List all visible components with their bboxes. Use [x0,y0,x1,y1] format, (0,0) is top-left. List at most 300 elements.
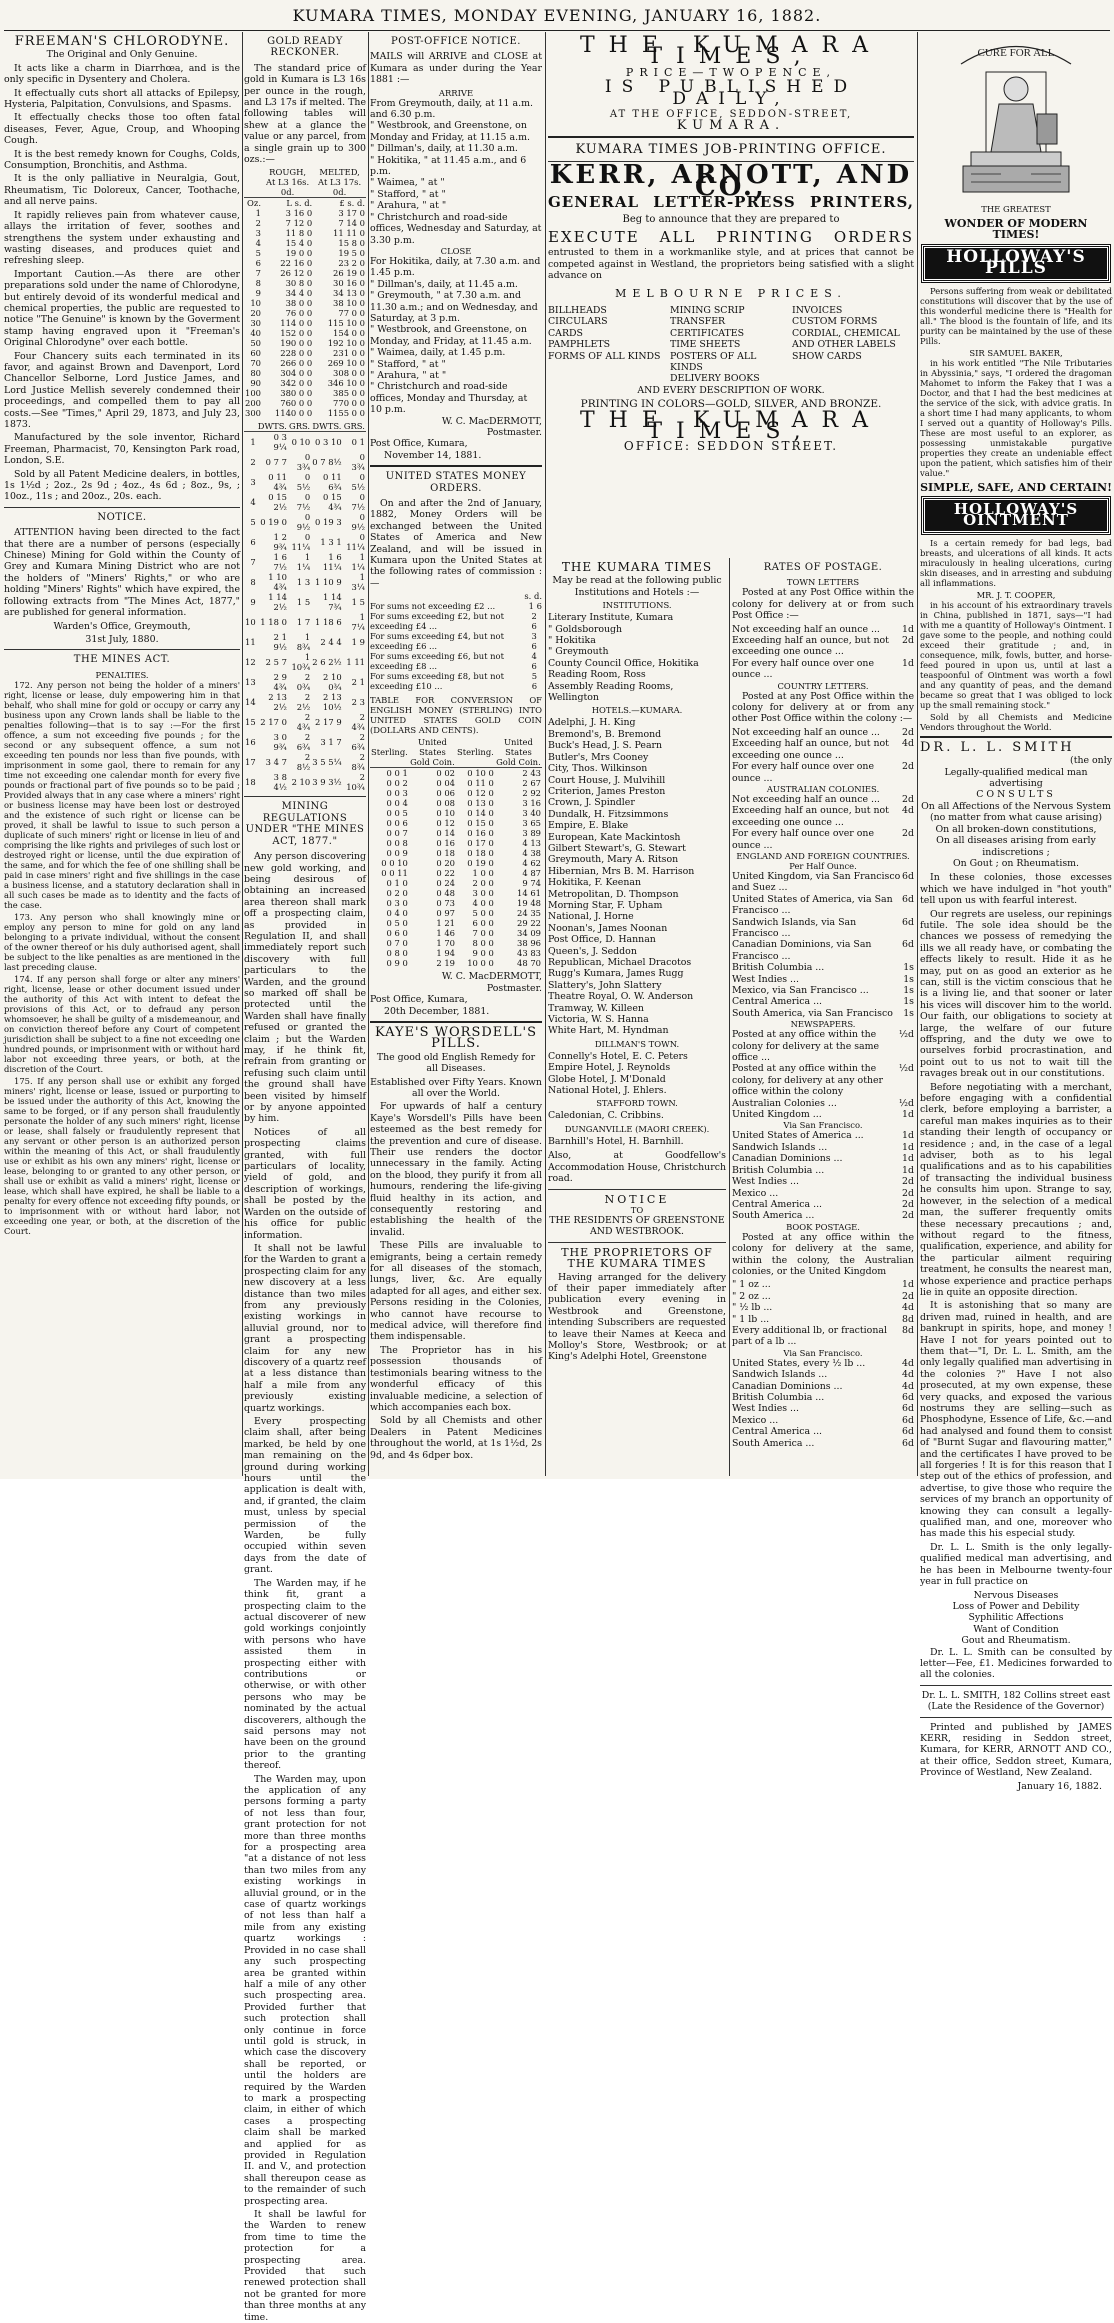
melbourne-prices: MELBOURNE PRICES. [615,286,847,300]
list-item: Court House, J. Mulvihill [548,774,666,786]
close-list [370,256,542,416]
list-item: " Arahura, " at " [370,369,447,381]
conversion-table: Sterling. United States Gold Coin. Sterling. United States Gold Coin. 0 0 1 0 02 0 10 0 2 43 0 0 2 0 04 0 11 0 2 67 0 0 3 0 06 0 12 0 2 92 0 0 4 0 08 0 13 0 3 16 0 0 5 0 10 0 14 0 3 40 0 0 6 0 12 0 15 0 3 65 0 0 7 0 14 0 16 0 3 89 0 0 8 0 16 0 17 0 4 13 0 0 9 0 18 0 18 0 4 38 0 0 10 0 20 0 19 0 4 62 0 0 11 0 22 1 0 0 4 87 0 1 0 0 24 2 0 0 9 74 0 2 0 0 48 3 0 0 14 61 0 3 0 0 73 4 0 0 19 48 0 4 0 0 97 5 0 0 24 35 0 5 0 1 21 6 0 0 29 22 0 6 0 1 46 7 0 0 34 09 0 7 0 1 70 8 0 0 38 96 0 8 0 1 94 9 0 0 43 83 0 9 0 2 19 10 0 0 48 70 [371,737,541,969]
letter-text: Dr. L. L. Smith can be consulted by letter—Fee, £1. Medicines forwarded to all the colonies. [920,1646,1112,1681]
via-heading: Via San Francisco. [783,1120,863,1131]
table-row: 5 0 19 0 0 9½ 0 19 3 0 9½ [250,512,365,533]
list-item: City, Thos. Wilkinson [548,763,648,775]
rough-head: ROUGH, At L3 16s. 0d. [262,167,313,198]
table-row: 20 76 0 0 77 0 0 [250,308,365,319]
table-row: 14 2 13 2½ 2 2½ 2 13 10½ 2 3 [245,692,365,713]
column-divider [917,32,918,1476]
table-row: 0 0 6 0 12 0 15 0 3 65 [386,818,541,829]
country-rates [732,727,914,784]
smith-only: (the only [1070,755,1112,767]
svg-text:CURE FOR ALL: CURE FOR ALL [977,47,1055,59]
divider [244,796,366,797]
list-item: Adelphi, J. H. King [548,717,636,729]
rate-row: Canadian Dominions ... 1d [732,1153,914,1165]
rate-row: Canadian Dominions, via San Francisco ... 6d [732,939,914,962]
book-rates [732,1279,914,1325]
table-row: 40 152 0 0 154 0 0 [250,328,365,339]
to-line: TO [630,1204,644,1215]
mines-act-body [4,680,240,1236]
list-item: AND OTHER LABELS [792,339,896,351]
table-row: 8 1 10 4¾ 1 3 1 10 9 1 3¼ [250,572,365,593]
mines-act-title: THE MINES ACT. [73,654,171,666]
institutions-list [548,612,726,703]
column-divider [729,558,730,1476]
oz-table: ROUGH, At L3 16s. 0d. MELTED, At L3 17s. 0d. Oz. L s. d. £ s. d. 1 3 16 0 3 17 0 2 7 12 0 7 14 0 3 11 8 0 11 11 0 4 15 4 0 15 8 0 5 19 0 0 19 5 0 6 22 16 0 23 2 0 7 26 12 0 26 19 0 8 30 8 0 30 16 0 9 34 4 0 34 13 0 10 38 0 0 38 10 0 20 76 0 0 77 0 0 30 114 0 0 115 10 0 40 152 0 0 154 0 0 50 190 0 0 192 10 0 60 228 0 0 231 0 0 70 266 0 0 269 10 0 80 304 0 0 308 0 0 90 342 0 0 346 10 0 100 380 0 0 385 0 0 200 760 0 0 770 0 0 300 1140 0 0 1155 0 0 [245,167,365,419]
town-rates [732,624,914,681]
paragraph: Our regrets are useless, our repinings futile. The sole idea should be the chances we possess of remedying the ills we all ready have, or combating the effects likely to result. Hide it as he may, put on as good an exterior as he can, still is the victim conscious that he is a living lie, and that sooner or later his vices will discover him to the world. Our faith, our obligations to society at large, the welfare of our future offspring, and the duty we owe to ourselves forbid procrastination, and point out to us not to wait till the ravages break out in our constitutions. [920,908,1112,1080]
paragraph: It effectually cuts short all attacks of Epilepsy, Hysteria, Palpitation, Convulsions, and Spasms. [4,87,240,111]
list-item: BILLHEADS [548,304,607,316]
rate-row: South America ... 2d [732,1210,914,1222]
column-6: RATES OF POSTAGE. TOWN LETTERS Posted at any Post Office within the colony for delivery at or from such Post Office :— Not exceeding half an ounce ... 1d Exceeding half an ounce, but not exceeding one ounce ... 2d For every half ounce over one ounce ... 1d COUNTRY LETTERS. Posted at any Post Office within the colony for delivery at or from any other Post Office within the colony :— Not exceeding half an ounce ... 2d Exceeding half an ounce, but not exceeding one ounce ... 4d For every half ounce over one ounce ... 2d AUSTRALIAN COLONIES. Not exceeding half an ounce ... 2d Exceeding half an ounce, but not exceeding one ounce ... 4d For every half ounce over one ounce ... 2d ENGLAND AND FOREIGN COUNTRIES. Per Half Ounce. United Kingdom, via San Francisco and Suez ... 6d United States of America, via San Francisco ... 6d Sandwich Islands, via San Francisco ... 6d Canadian Dominions, via San Francisco ... 6d British Columbia ... 1s West Indies ... 1s Mexico, via San Francisco ... 1s Central America ... 1s South America, via San Francisco 1s NEWSPAPERS. Posted at any office within the colony for delivery at the same office ... ½d Posted at any office within the colony, for delivery at any other office within the colony ½d Australian Colonies ... ½d United Kingdom ... 1d Via San Francisco. United States of America ... 1d Sandwich Islands ... 1d Canadian Dominions ... 1d British Columbia ... 1d West Indies ... 2d Mexico ... 2d Central America ... 2d South America ... 2d BOOK POSTAGE. Posted at any office within the colony for delivery at the same, within the colony, the Australian colonies, or the United Kingdom " 1 oz ... 1d " 2 oz ... 2d " ½ lb ... 4d " 1 lb ... 8d Every additional lb, or fractional part of a lb ... 8d Via San Francisco. United States, every ½ lb ... 4d Sandwich Islands ... 4d Canadian Dominions ... 4d British Columbia ... 6d West Indies ... 6d Mexico ... 6d Central America ... 6d South America ... 6d [732,562,914,1449]
rate-row: " 2 oz ... 2d [732,1290,914,1302]
list-item: MINING SCRIP [670,304,745,316]
kaye-established: Established over Fifty Years. Known all over the World. [370,1076,542,1099]
list-item: National, J. Horne [548,911,634,923]
paragraph: 172. Any person not being the holder of a miners' right, license or lease, duly empowering him in that behalf, who shall mine for gold or occupy or carry any business upon any Crown lands shall be liable to the penalties following—that is to say :—For the first offence, a sum not exceeding five pounds ; for the second or any subsequent offence, a sum not exceeding ten pounds nor less than five pounds, with imprisonment in some gaol, there to remain for any time not exceeding one calendar month for every five pounds or fractional part of five pounds so to be paid ; Provided always that in any case where a miners' right or business license may have been lost or destroyed and the existence of such right or license can be proved, it shall be lawful to issue to such person a duplicate of such miners' right or license in lieu of and comprising the like rights and privileges of such lost or destroyed right or license, until the due expiration of the same, and for which the fee of one shilling shall be paid in case miners' right and five shillings in the case a business license, and a statutory declaration shall in all such cases be made as to identity and the facts of the case. [4,679,240,910]
list-item: POSTERS OF ALL KINDS [670,350,757,373]
nervous-line: Nervous Diseases [973,1589,1059,1601]
list-item: Reading Room, Ross [548,669,646,681]
table-row: 0 0 5 0 10 0 14 0 3 40 [386,808,541,819]
paragraph: Sold by all Patent Medicine dealers, in bottles, 1s 1½d ; 2oz., 2s 9d ; 4oz., 4s 6d ; 8oz., 9s, ; 10oz., 11s ; and 20oz., 20s. each. [4,468,240,503]
list-item: PAMPHLETS [548,339,611,351]
rate-row: For every half ounce over one ounce ... 1d [732,657,914,681]
on-all: On all Affections of the Nervous System (no matter from what cause arising) [921,800,1111,824]
postage-title: RATES OF POSTAGE. [763,562,883,573]
paragraph: Every prospecting claim shall, after being marked, be held by one man remaining on the ground during working hours until the application is dealt with, and, if granted, the claim must, unless by special permission of the Warden, be fully occupied within seven days from the date of grant. [244,1416,366,1576]
post-office-title: POST-OFFICE NOTICE. [391,36,521,47]
imprint-date: January 16, 1882. [1017,1780,1102,1792]
rate-row: Central America ... 6d [732,1426,914,1438]
list-item: " Arahura, " at " [370,200,447,212]
table-row: 0 0 2 0 04 0 11 0 2 67 [386,778,541,789]
list-item: Tramway, W. Killeen [548,1002,644,1014]
pills-text: Persons suffering from weak or debilitated constitutions will discover that by the use of this wonderful medicine there is "Health for all." The blood is the fountain of life, and its purity can be maintained by the use of these Pills. [920,285,1112,346]
list-item: CORDIAL, CHEMICAL [792,327,900,339]
book-heading: BOOK POSTAGE. [786,1221,860,1232]
table-row: 70 266 0 0 269 10 0 [250,358,365,369]
table-row: 90 342 0 0 346 10 0 [250,378,365,389]
list-item: Empire Hotel, J. Reynolds [548,1062,671,1074]
table-row: 80 304 0 0 308 0 0 [250,368,365,379]
table-row: 0 1 0 0 24 2 0 0 9 74 [386,878,541,889]
list-item: DELIVERY BOOKS [670,373,760,385]
proprietors-title: THE PROPRIETORS OF THE KUMARA TIMES [561,1245,713,1271]
paragraph: It effectually checks those too often fatal diseases, Fever, Ague, Croup, and Whooping Cough. [4,112,240,147]
times-heading-2: THE KUMARA TIMES, [580,407,882,444]
paragraph: It is the only palliative in Neuralgia, Gout, Rheumatism, Tic Doloreux, Cancer, Toothache, and all nerve pains. [4,173,240,208]
list-item: " Greymouth, " at 7.30 a.m. and 11.30 a.m.; and on Wednesday, and Saturday, at 3 p.m. [370,290,538,324]
paragraph: It shall be lawful for the Warden to renew from time to time the protection for a prospecting area. Provided that such renewed protection shall not be granted for more than three months at any time. [244,2209,366,2323]
news-rates [732,1098,914,1121]
kerr-arnott-heading: KERR, ARNOTT, AND CO., [549,160,913,202]
aus-rates [732,794,914,851]
rate-row: United Kingdom ... 1d [732,1109,914,1121]
paragraph: For upwards of half a century Kaye's Worsdell's Pills have been esteemed as the best remedy for the prevention and cure of disease. Their use renders the doctor unnecessary in the family. Acting on the blood, they purify it from all humours, rendering the life-giving fluid healthy in its action, and consequently restoring and establishing the health of the invalid. [370,1101,542,1238]
list-item: " Stafford, " at " [370,358,446,370]
list-item: Caledonian, C. Cribbins. [548,1110,664,1122]
table-row: 17 3 4 7 2 8½ 3 5 5¼ 2 8¾ [245,752,365,773]
table-row: 7 1 6 7½ 1 1¼ 1 6 11¼ 1 1¼ [250,552,365,573]
table-row: 0 0 9 0 18 0 18 0 4 38 [386,848,541,859]
list-item: Hokitika, F. Keenan [548,877,642,889]
list-item: Bremond's, B. Bremond [548,728,662,740]
column-7 [920,34,1112,1792]
table-row: 0 0 11 0 22 1 0 0 4 87 [381,868,541,879]
want-line: Want of Condition [973,1623,1059,1635]
table-row: 1 0 3 9¼ 0 10 0 3 10 0 1 [250,432,365,453]
on-broken: On all broken-down constitutions, [935,823,1097,835]
rate-row: United States, every ½ lb ... 4d [732,1357,914,1369]
cooper-heading: MR. J. T. COOPER, [976,589,1056,600]
paragraph: ATTENTION having been directed to the fact that there are a number of persons (especially Chinese) Mining for Gold within the County of Grey and Kumara Mining District who are not the holders of "Miners' Rights," or who are holding "Miners' Rights" which have expired, the following extracts from "The Mines Act, 1877," are published for general information. [4,527,240,619]
rate-row: United States of America ... 1d [732,1130,914,1142]
cure-for-all-emblem-icon [941,34,1091,204]
paragraph: It shall not be lawful for the Warden to grant a prospecting claim for any new discovery at a less distance than two miles from any previously existing workings in alluvial ground, nor to grant a prospecting claim for any new discovery of a quartz reef at a less distance than half a mile from any previously existing quartz workings. [244,1242,366,1414]
list-item: Rugg's Kumara, James Rugg [548,968,684,980]
eng-heading: ENGLAND AND FOREIGN COUNTRIES. Per Half Ounce. [736,850,910,871]
list-item: Criterion, James Preston [548,785,666,797]
rate-row: For sums not exceeding £2 ... 1 6 [370,601,542,612]
rate-row: British Columbia ... 1s [732,962,914,974]
rate-row: Mexico ... 6d [732,1414,914,1426]
list-item: " Goldsborough [548,623,623,635]
column-1 [4,34,240,1474]
imprint-text: Printed and published by JAMES KERR, residing in Seddon street, Kumara, for KERR, ARNOTT AND CO., at their office, Seddon street, Kumara, Province of Westland, New Zealand. [920,1721,1112,1779]
post-office-place: Post Office, Kumara, [370,438,468,450]
sd-head: s. d. [524,591,542,602]
list-item: Empire, E. Blake [548,820,629,832]
postmaster-role: Postmaster. [486,427,542,438]
rate-row: Canadian Dominions ... 4d [732,1380,914,1392]
rate-row: For sums exceeding £2, but not exceeding £4 ... 2 6 [370,611,537,632]
hotels-list [548,717,726,1036]
rate-row: United States of America, via San Francisco ... 6d [732,893,914,917]
stafford-heading: STAFFORD TOWN. [596,1098,678,1109]
paragraph: It is astonishing that so many are driven mad, ruined in health, and are bankrupt in spirits, hope, and money ! Have I not for years pointed out to them that—"I, Dr. L. L. Smith, am the only legally qualified man advertising in the colonies ?" Have I not also prosecuted, at my own expense, these very quacks, and exposed the various nostrums they are selling—such as Phosphodyne, Essence of Life, &c.—and had analysed and found them to consist of "Burnt Sugar and flavouring matter," and the certificates I have proved to be all forgeries ! It is for this reason that I step out of the ethics of profession, and advertise, to give those who require the services of my branch an opportunity of knowing they can consult a legally-qualified man, and one, moreover who has made this his especial study. [920,1300,1112,1540]
notice-body [4,527,240,618]
list-item: SHOW CARDS [792,350,862,362]
rate-row: Not exceeding half an ounce ... 1d [732,623,914,635]
notice-date: 31st July, 1880. [85,633,159,645]
list-item: " Hokitika [548,635,596,647]
ointment-text: Is a certain remedy for bad legs, bad breasts, and ulcerations of all kinds. It acts miraculously in healing ulcerations, curing skin diseases, and in arresting and subduing all inflammations. [920,537,1112,588]
column-divider [242,32,243,1476]
rate-row: United Kingdom, via San Francisco and Suez ... 6d [732,870,914,894]
paragraph: The Proprietor has in his possession thousands of testimonials bearing witness to the wonderful efficacy of this invaluable medicine, a selection of which accompanies each box. [370,1344,542,1413]
column-5 [548,560,726,1475]
list-item: Hibernian, Mrs B. M. Harrison [548,865,695,877]
list-item: From Greymouth, daily, at 11 a.m. and 6.30 p.m. [370,97,533,121]
list-item: Dundalk, H. Fitzsimmons [548,808,669,820]
published-line: IS PUBLISHED DAILY, [604,77,858,109]
town-intro: Posted at any Post Office within the colony for delivery at or from such Post Office :— [732,587,914,622]
list-item: Barnhill's Hotel, H. Barnhill. [548,1135,684,1147]
rate-row: For sums exceeding £4, but not exceeding £6 ... 3 6 [370,631,537,652]
paragraph: It rapidly relieves pain from whatever cause, allays the irritation of fever, soothes and strengthens the system under exhausting and wasting diseases, and produces quiet and refreshing sleep. [4,209,240,267]
office-line: AT THE OFFICE, SEDDON-STREET, [609,109,853,121]
paragraph: These Pills are invaluable to emigrants, being a certain remedy for all diseases of the stomach, lungs, liver, &c. Are equally adapted for all ages, and either sex. Persons residing in the Colonies, who cannot have recourse to medical advice, will therefore find them indispensable. [370,1240,542,1343]
list-item: Butler's, Mrs Cooney [548,751,649,763]
table-row: 1 3 16 0 3 17 0 [255,208,365,219]
table-row: 6 1 2 9¾ 0 11¼ 1 3 1 0 11¼ [250,532,365,553]
arrive-list [370,98,542,246]
list-item: " Westbrook, and Greenstone, on Monday and Friday, at 11.15 a.m. [370,120,530,143]
rate-row: British Columbia ... 6d [732,1392,914,1403]
list-item: Morning Star, F. Upham [548,899,663,911]
column-2 [244,34,366,2323]
list-item: White Hart, M. Hyndman [548,1025,669,1037]
table-row: 30 114 0 0 115 10 0 [250,318,365,329]
read-at-intro: May be read at the following public Institutions and Hotels :— [552,575,722,598]
table-row: 4 0 15 2½ 0 7½ 0 15 4¾ 0 7½ [250,492,365,513]
paragraph: Dr. L. L. Smith is the only legally-qualified medical man advertising, and he has been in Melbourne twenty-four year in full practice on [920,1541,1112,1588]
rate-row: For sums exceeding £8, but not exceeding £10 ... 5 6 [370,671,538,692]
table-row: 2 0 7 7 0 3¾ 0 7 8½ 0 3¾ [250,452,365,473]
paragraph: The Warden may, if he think fit, grant a prospecting claim to the actual discoverer of new gold workings conjointly with persons who have assisted them in prospecting either with contributions or otherwise, or with other persons who may be nominated by the actual discoverers, although the said persons may not have been on the ground prior to the granting thereof. [244,1577,366,1772]
holloway-pills-banner: HOLLOWAY'S PILLS [922,245,1110,282]
dillman-heading: DILLMAN'S TOWN. [594,1038,680,1049]
paragraph: 173. Any person who shall knowingly mine or employ any person to mine for gold on any land belonging to a private individual, without the consent of the owner thereof or his duly authorised agent, shall be subject to the like penalties as are mentioned in the last preceding clause. [4,911,240,972]
rate-row: South America ... 6d [732,1437,914,1449]
list-item: TRANSFER CERTIFICATES [670,316,745,339]
aus-heading: AUSTRALIAN COLONIES. [766,783,880,794]
paragraph: 174. If any person shall forge or alter any miners' right, license, lease or other document issued under the authority of this Act with intent to defeat the provisions of this Act, or to defraud any person whomsoever, he shall be guilty of a misdemeanour, and on conviction thereof before any Court of competent jurisdiction shall be subject to a fine not exceeding one hundred pounds, or imprisonment with or without hard labor not exceeding three years, or both, at the discretion of the Court. [4,973,240,1074]
proprietors-text: Having arranged for the delivery of their paper immediately after publication every evening in Westbrook and Greenstone, intending Subscribers are requested to leave their Names at Keeca and Molloy's Store, Westbrook; or at King's Adelphi Hotel, Greenstone [548,1271,726,1363]
table-row: 0 3 0 0 73 4 0 0 19 48 [386,898,541,909]
mining-regs-title: MINING REGULATIONS UNDER "THE MINES ACT, 1877." [245,801,365,847]
residents-notice: NOTICE [604,1192,670,1206]
via-rates [732,1130,914,1221]
list-item: Post Office, D. Hannan [548,934,656,946]
list-item: " Dillman's, daily, at 11.30 a.m. [370,143,518,155]
hotels-heading: HOTELS.—KUMARA. [591,705,683,716]
paragraph: It is the best remedy known for Coughs, Colds, Consumption, Bronchitis, and Asthma. [4,148,240,172]
dunganville-list [548,1136,726,1147]
list-item: " Stafford, " at " [370,188,446,200]
gout-line: Gout and Rheumatism. [961,1635,1071,1647]
table-row: 50 190 0 0 192 10 0 [250,338,365,349]
also-note: Also, at Goodfellow's Accommodation House, Christchurch road. [548,1150,726,1185]
list-item: CIRCULARS [548,316,608,328]
via2-heading: Via San Francisco. [783,1347,863,1358]
table-row: 300 1140 0 0 1155 0 0 [245,408,365,419]
divider [920,736,1112,738]
list-item: " Waimea, " at " [370,177,445,189]
rate-row: Exceeding half an ounce, but not exceeding one ounce ... 2d [732,635,914,658]
list-item: For Hokitika, daily, at 7.30 a.m. and 1.45 p.m. [370,255,541,279]
list-item: Globe Hotel, J. M'Donald [548,1073,666,1085]
book-intro: Posted at any office within the colony for delivery at the same, within the colony, the Australian colonies, or the United Kingdom [732,1231,914,1277]
list-item: Literary Institute, Kumara [548,612,674,624]
post-office-intro: MAILS will ARRIVE and CLOSE at Kumara as under during the Year 1881 :— [370,51,542,86]
printing-advert [548,33,914,558]
table-row: 0 0 10 0 20 0 19 0 4 62 [381,858,541,869]
table-row: 16 3 0 9¾ 2 6¾ 3 1 7 2 6¾ [245,732,365,753]
rate-row: West Indies ... 2d [732,1176,914,1188]
table-row: 7 26 12 0 26 19 0 [255,268,365,279]
column-divider [368,32,369,1476]
entrusted-text: entrusted to them in a workmanlike style, and at prices that cannot be competed against in Westland, the proprietors being satisfied with a slight advance on [548,247,914,282]
table-row: 0 4 0 0 97 5 0 0 24 35 [386,908,541,919]
table-row: 0 0 1 0 02 0 10 0 2 43 [386,768,541,779]
postmaster-name: W. C. MacDERMOTT, [441,415,542,427]
divider [920,1717,1112,1718]
chlorodyne-title: FREEMAN'S CHLORODYNE. [14,34,230,49]
rate-row: For every half ounce over one ounce ... 2d [732,761,914,784]
baker-text: in his work entitled "The Nile Tributaries in Abyssinia," says, "I ordered the dragoman Mahomet to inform the Fakey that I was a Doctor, and that I had the best medicines at the service of the sick, with advice gratis. In a short time I had many applicants, to whom I served out a quantity of Holloway's Pills. These are most useful to an explorer, as possessing unmistakable purgative properties they create an undeniable effect upon the patient, which satisfies him of their value." [920,357,1112,478]
list-item: " Hokitika, " at 11.45 a.m., and 6 p.m. [370,154,527,178]
table-row: 8 30 8 0 30 16 0 [255,278,365,289]
rate-row: British Columbia ... 1d [732,1164,914,1176]
rate-row: For sums exceeding £6, but not exceeding £8 ... 4 6 [370,651,537,672]
close-heading: CLOSE [440,245,472,256]
execute-line: EXECUTE ALL PRINTING ORDERS [548,227,914,246]
table-row: 0 0 4 0 08 0 13 0 3 16 [386,798,541,809]
list-item: Connelly's Hotel, E. C. Peters [548,1050,688,1062]
table-row: 11 2 1 9½ 1 8¾ 2 4 4 1 9 [245,632,365,653]
country-heading: COUNTRY LETTERS. [777,680,869,691]
divider [548,136,914,138]
column-3 [370,34,542,1474]
every-description: AND EVERY DESCRIPTION OF WORK. [637,384,825,396]
paragraph: Notices of all prospecting claims granted, with full particulars of locality, yield of gold, and description of workings, shall be posted by the Warden on the outside of his office for public information. [244,1126,366,1241]
rate-row: Exceeding half an ounce, but not exceeding one ounce ... 4d [732,738,914,761]
list-item: FORMS OF ALL KINDS [548,350,661,362]
table-row: 0 8 0 1 94 9 0 0 43 83 [386,948,541,959]
table-row: 0 0 7 0 14 0 16 0 3 89 [386,828,541,839]
paragraph: 175. If any person shall use or exhibit any forged miners' right, license or lease, issued or purporting to be issued under the authority of this Act, knowing the same to be forged, or if any person shall fraudulently personate the holder of any such miners' right, license or lease, shall falsely or fraudulently represent that any servant or other person is an authorized person within the meaning of this Act, or shall fraudulently use or exhibit as his own any miners' right, license or lease, belonging to or granted to any other person, or shall use or exhibit as valid a miners' right, license or lease, which shall have expired, he shall be liable to a penalty for every offence not exceeding fifty pounds, or to imprisonment with or without hard labor, not exceeding one year, or both, at the discretion of the Court. [4,1075,240,1236]
rate-row: Sandwich Islands ... 4d [732,1369,914,1381]
smith-sub: Legally-qualified medical man advertising [944,766,1088,790]
divider [548,1242,726,1243]
divider [4,507,240,508]
paragraph: It acts like a charm in Diarrhœa, and is the only specific in Dysentery and Cholera. [4,62,240,86]
address-text: Dr. L. L. SMITH, 182 Collins street east (Late the Residence of the Governor) [921,1689,1111,1713]
kaye-subtitle: The good old English Remedy for all Diseases. [376,1051,536,1075]
wonder-line: WONDER OF MODERN TIMES! [944,217,1088,242]
rate-row: " 1 lb ... 8d [732,1313,914,1325]
us-money-intro: On and after the 2nd of January, 1882, Money Orders will be exchanged between the United States of America and New Zealand, and will be issued in Kumara upon the United States at the following rates of commission :— [370,498,542,589]
rate-row: " 1 oz ... 1d [732,1279,914,1291]
rate-row: Sandwich Islands, via San Francisco ... 6d [732,916,914,939]
rate-row: Central America ... 1s [732,996,914,1008]
kaye-title: KAYE'S WORSDELL'S PILLS. [374,1024,538,1052]
divider [548,1189,726,1190]
rate-row: Sandwich Islands ... 1d [732,1141,914,1153]
institutions-heading: INSTITUTIONS. [602,600,672,611]
residents-line: THE RESIDENTS OF GREENSTONE AND WESTBROOK. [549,1214,725,1238]
dwt-table: DWTS. GRS. DWTS. GRS. 1 0 3 9¼ 0 10 0 3 10 0 1 2 0 7 7 0 3¾ 0 7 8½ 0 3¾ 3 0 11 4¾ 0 5½ 0 11 6¾ 0 5½ 4 0 15 2½ 0 7½ 0 15 4¾ 0 7½ 5 0 19 0 0 9½ 0 19 3 0 9½ 6 1 2 9¾ 0 11¼ 1 3 1 0 11¼ 7 1 6 7½ 1 1¼ 1 6 11¼ 1 1¼ 8 1 10 4¾ 1 3 1 10 9 1 3¼ 9 1 14 2½ 1 5 1 14 7¾ 1 5 10 1 18 0 1 7 1 18 6 1 7¼ 11 2 1 9½ 1 8¾ 2 4 4 1 9 12 2 5 7 1 10¾ 2 6 2½ 1 11 13 2 9 4¾ 2 0¾ 2 10 0¾ 2 1 14 2 13 2½ 2 2½ 2 13 10½ 2 3 15 2 17 0 2 4¾ 2 17 9 2 4¾ 16 3 0 9¾ 2 6¾ 3 1 7 2 6¾ 17 3 4 7 2 8½ 3 5 5¼ 2 8¾ 18 3 8 4½ 2 10 3 9 3½ 2 10¾ [245,421,365,793]
post-office-date: November 14, 1881. [384,449,482,461]
sold-line: Sold by all Chemists and Medicine Vendors throughout the World. [920,711,1112,732]
list-item: " Greymouth [548,646,609,658]
print-items-grid [548,305,914,385]
rate-row: West Indies ... 6d [732,1403,914,1415]
office-2: OFFICE: SEDDON STREET. [623,439,839,454]
table-row: 5 19 0 0 19 5 0 [255,248,365,259]
list-item: " Christchurch and road-side offices, Wednesday and Saturday, at 3.30 p.m. [370,211,542,246]
divider [4,649,240,650]
list-item: Greymouth, Mary A. Ritson [548,854,679,866]
divider [370,1021,542,1023]
rate-row: Not exceeding half an ounce ... 2d [732,726,914,738]
rate-row: Mexico, via San Francisco ... 1s [732,985,914,996]
general-printers-line: GENERAL LETTER-PRESS PRINTERS, [548,193,914,212]
list-item: Slattery's, John Slattery [548,979,662,991]
conv-postmaster-role: Postmaster. [486,982,542,994]
list-item: Buck's Head, J. S. Pearn [548,740,663,752]
greatest-line: THE GREATEST [981,204,1051,214]
paragraph: Manufactured by the sole inventor, Richard Freeman, Pharmacist, 70, Kensington Park road, London, S.E. [4,432,240,467]
dillman-list [548,1051,726,1097]
list-item: " Christchurch and road-side offices, Monday and Thursday, at 10 p.m. [370,381,528,416]
list-item: " Westbrook, and Greenstone, on Monday, and Friday, at 11.45 a.m. [370,324,532,347]
table-row: 9 1 14 2½ 1 5 1 14 7¾ 1 5 [250,592,365,613]
reckoner-title: GOLD READY RECKONER. [267,36,343,59]
rate-row: Australian Colonies ... ½d [732,1097,914,1109]
town-heading: TOWN LETTERS [786,577,860,588]
conversion-title: TABLE FOR CONVERSION OF ENGLISH MONEY (STERLING) INTO UNITED STATES GOLD COIN (DOLLARS AND CENTS). [370,695,542,736]
table-row: 18 3 8 4½ 2 10 3 9 3½ 2 10¾ [245,772,365,793]
arrive-heading: ARRIVE [438,87,474,98]
conv-place: Post Office, Kumara, [370,994,468,1006]
smith-title: DR. L. L. SMITH [920,739,1075,755]
stafford-list [548,1110,726,1121]
read-at-title: THE KUMARA TIMES [561,560,713,574]
baker-heading: SIR SAMUEL BAKER, [969,347,1063,358]
rate-row: Mexico ... 2d [732,1187,914,1199]
list-item: Victoria, W. S. Hanna [548,1014,649,1026]
notice-sign: Warden's Office, Greymouth, [53,620,191,632]
table-row: 10 1 18 0 1 7 1 18 6 1 7¼ [245,612,365,633]
table-row: 100 380 0 0 385 0 0 [245,388,365,399]
table-row: 3 0 11 4¾ 0 5½ 0 11 6¾ 0 5½ [250,472,365,493]
table-row: 4 15 4 0 15 8 0 [255,238,365,249]
rate-row: For every half ounce over one ounce ... 2d [732,828,914,851]
table-row: 0 0 3 0 06 0 12 0 2 92 [386,788,541,799]
on-diseases: On all diseases arising from early indiscretions ; [936,835,1096,858]
melted-head: MELTED, At L3 17s. 0d. [313,167,366,198]
table-row: 0 0 8 0 16 0 17 0 4 13 [386,838,541,849]
list-item: European, Kate Mackintosh [548,831,681,843]
paragraph: Before negotiating with a merchant, before engaging with a confidential clerk, before employing a barrister, a careful man makes inquiries as to their standing their length of occupancy or residence ; and, in the case of a legal adviser, both as to his legal qualifications and as to his capabilities of transacting the individual business he consults him upon. Strange to say, however, in the selection of a medical man, the sufferer frequently omits these necessary precautions ; and, without regard to the fitness, qualification, experience, and ability for the particular ailment requiring treatment, he consults the nearest man, whose experience and practice perhaps lie in quite an opposite direction. [920,1081,1112,1298]
chlorodyne-body [4,63,240,503]
mining-regs-body [244,851,366,2323]
paragraph: The Warden may, upon the application of any persons forming a party of not less than four, grant protection for not more than three months for a prospecting area "at a distance of not less than two miles from any existing workings in alluvial ground, or in the case of quartz workings of not less than half a mile from any existing quartz workings : Provided in no case shall any such prospecting area be granted within half a mile of any other such prospecting area. Provided further that such protection shall only continue in force until gold is struck, in which case the discovery shall be reported, or until the holders are required by the Warden to mark a prospecting claim, in either of which cases a prospecting claim shall be marked and applied for as provided in Regulation II. and V., and protection shall thereupon cease as to the remainder of such prospecting area. [244,1773,366,2207]
rate-row: Central America ... 2d [732,1198,914,1210]
notice-title: NOTICE. [97,511,147,523]
country-intro: Posted at any Post Office within the colony for delivery at or from any other Post Office within the colony :— [732,690,914,725]
top-rule [4,30,1110,31]
table-row: 15 2 17 0 2 4¾ 2 17 9 2 4¾ [245,712,365,733]
table-row: 10 38 0 0 38 10 0 [250,298,365,309]
on-gout: On Gout ; on Rheumatism. [952,857,1080,869]
paragraph: Four Chancery suits each terminated in its favor, and against Brown and Davenport, Lord Chancellor Selborne, Lord Justice James, and Lord Justice Mellish severely condemned their proceedings, and compelled them to pay all costs.—See "Times," April 29, 1873, and July 23, 1873. [4,350,240,430]
chlorodyne-subtitle: The Original and Only Genuine. [46,49,198,61]
kumara-line: KUMARA. [676,118,786,134]
table-row: 200 760 0 0 770 0 0 [245,398,365,409]
job-printing-heading: KUMARA TIMES JOB-PRINTING OFFICE. [575,141,887,157]
table-row: 0 2 0 0 48 3 0 0 14 61 [386,888,541,899]
list-item: Assembly Reading Rooms, Wellington [548,680,674,704]
